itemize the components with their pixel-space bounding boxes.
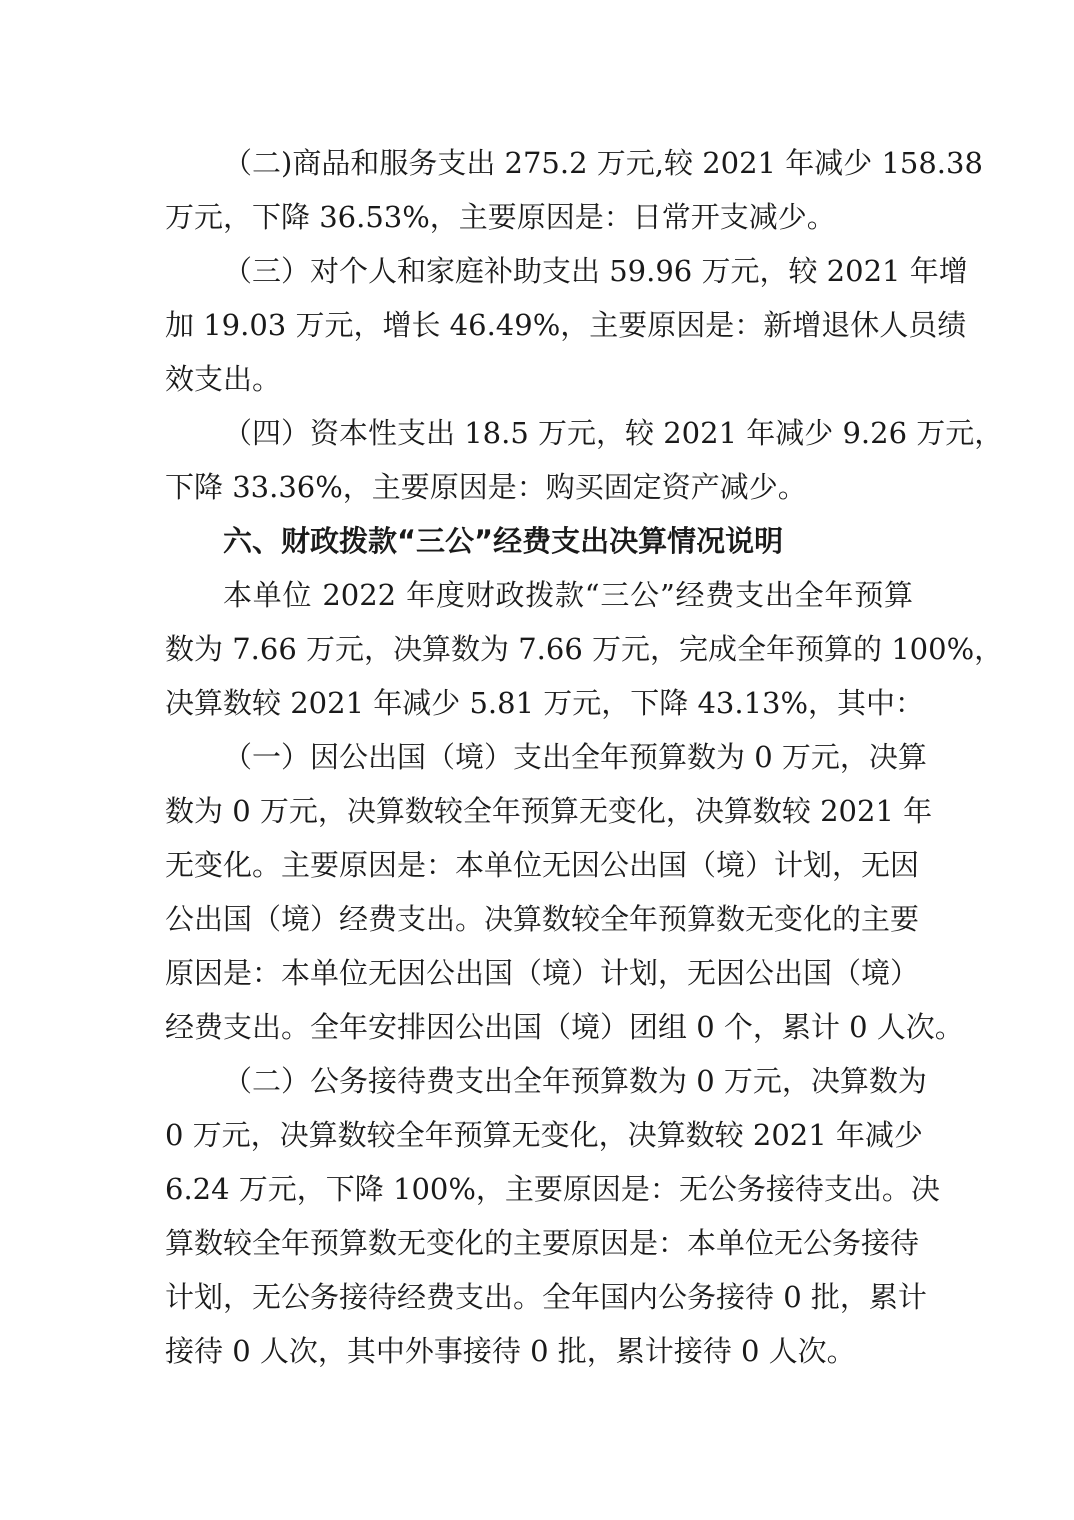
paragraph-line: 公出国（境）经费支出。决算数较全年预算数无变化的主要 xyxy=(165,902,920,936)
paragraph-line: 效支出。 xyxy=(165,362,282,396)
paragraph-line: 计划，无公务接待经费支出。全年国内公务接待 0 批，累计 xyxy=(165,1280,927,1314)
paragraph-line: （三）对个人和家庭补助支出 59.96 万元，较 2021 年增 xyxy=(223,254,968,288)
paragraph-line: （四）资本性支出 18.5 万元，较 2021 年减少 9.26 万元， xyxy=(223,416,1004,450)
paragraph-line: 数为 7.66 万元，决算数为 7.66 万元，完成全年预算的 100%， xyxy=(165,632,1004,666)
paragraph-line: 原因是：本单位无因公出国（境）计划，无因公出国（境） xyxy=(165,956,920,990)
paragraph-line: 数为 0 万元，决算数较全年预算无变化，决算数较 2021 年 xyxy=(165,794,933,828)
paragraph-line: 本单位 2022 年度财政拨款“三公”经费支出全年预算 xyxy=(223,578,913,612)
paragraph-line: 0 万元，决算数较全年预算无变化，决算数较 2021 年减少 xyxy=(165,1118,923,1152)
paragraph-line: 接待 0 人次，其中外事接待 0 批，累计接待 0 人次。 xyxy=(165,1334,856,1368)
paragraph-line: 加 19.03 万元，增长 46.49%，主要原因是：新增退休人员绩 xyxy=(165,308,967,342)
paragraph-line: 无变化。主要原因是：本单位无因公出国（境）计划，无因 xyxy=(165,848,920,882)
paragraph-line: 下降 33.36%，主要原因是：购买固定资产减少。 xyxy=(165,470,807,504)
paragraph-line: （二）公务接待费支出全年预算数为 0 万元，决算数为 xyxy=(223,1064,927,1098)
paragraph-line: （二)商品和服务支出 275.2 万元,较 2021 年减少 158.38 xyxy=(223,146,983,180)
paragraph-line: 万元，下降 36.53%，主要原因是：日常开支减少。 xyxy=(165,200,836,234)
paragraph-line: 算数较全年预算数无变化的主要原因是：本单位无公务接待 xyxy=(165,1226,920,1260)
paragraph-line: 决算数较 2021 年减少 5.81 万元，下降 43.13%，其中： xyxy=(165,686,925,720)
section-heading: 六、财政拨款“三公”经费支出决算情况说明 xyxy=(223,524,784,558)
paragraph-line: （一）因公出国（境）支出全年预算数为 0 万元，决算 xyxy=(223,740,927,774)
paragraph-line: 经费支出。全年安排因公出国（境）团组 0 个，累计 0 人次。 xyxy=(165,1010,964,1044)
paragraph-line: 6.24 万元，下降 100%，主要原因是：无公务接待支出。决 xyxy=(165,1172,940,1206)
